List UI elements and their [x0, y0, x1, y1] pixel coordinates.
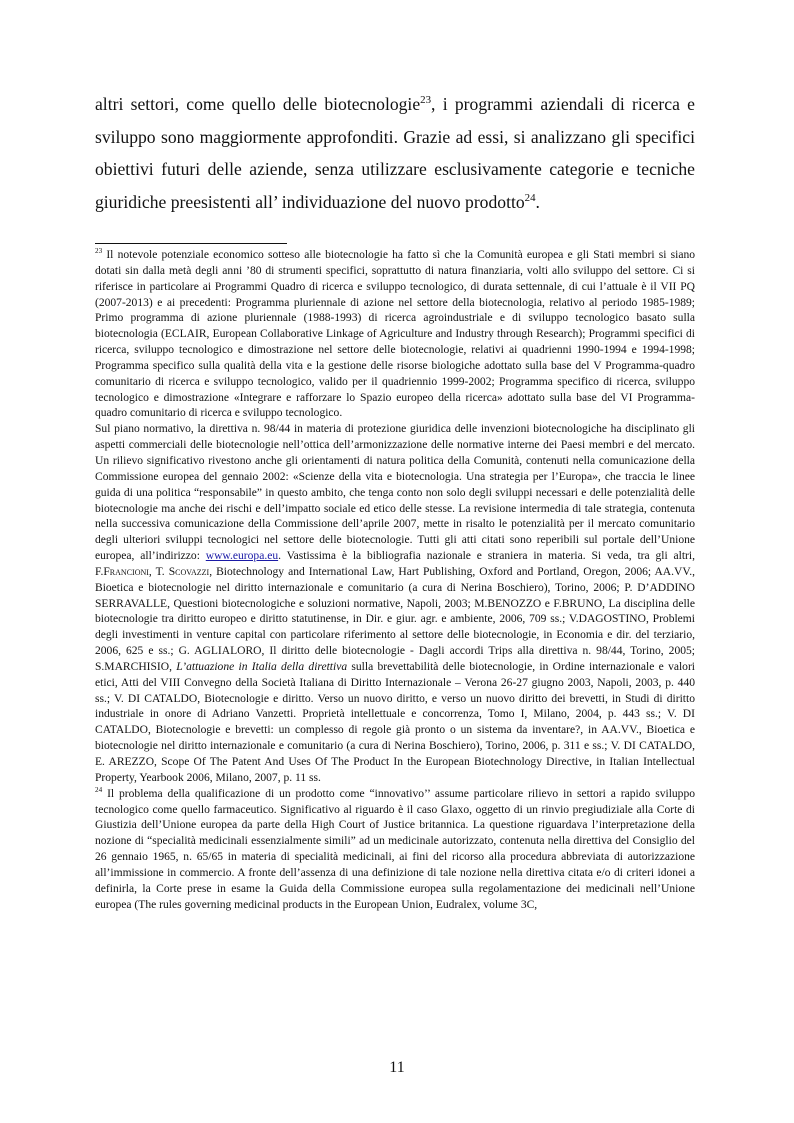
footnote-separator: [95, 243, 287, 244]
footnote-23: [95, 248, 695, 422]
italic-title: L’attuazione in Italia della direttiva: [176, 660, 348, 673]
body-paragraph: [95, 88, 695, 218]
body-text-part: altri settori, come quello delle biotecnologie: [95, 94, 421, 114]
footnote-text: Sul piano normativo, la direttiva n. 98/44 in materia di protezione giuridica delle invenzioni biotecnologiche ha disciplinato gli aspetti commerciali delle biotecnologie nell’ottica dell’armonizzazione delle normative interne dei Paesi membri e del mercato. Un rilievo significativo rivestono anche gli orientamenti di natura politica della Comunità, contenuti nella comunicazione della Commissione europea del gennaio 2002: «Scienze della vita e biotecnologia. Una strategia per l’Europa», che traccia le linee guida di una politica “responsabile” in questo ambito, che tenga conto non solo degli sviluppi necessari e delle potenzialità delle biotecnologie ma anche dei rischi e dell’impatto sociale ed etico delle stesse. La revisione intermedia di tale strategia, contenuta nella successiva comunicazione della Commissione dell’aprile 2007, mette in risalto le potenzialità per il mercato comunitario degli ulteriori sviluppi tecnologici nel settore delle biotecnologie. Tutti gli atti citati sono reperibili sul portale dell’Unione europea, all’indirizzo:: [95, 423, 695, 563]
footnote-text: sulla brevettabilità delle biotecnologie, in Ordine internazionale e valori etici, Atti del VIII Convegno della Società Italiana di Diritto Internazionale – Verona 26-27 giugno 2003, Napoli, 2003, p. 440 ss.; V. DI CATALDO, Biotecnologie e diritto. Verso un nuovo diritto, e verso un nuovo diritto dei brevetti, in Studi di diritto industriale in onore di Adriano Vanzetti. Proprietà intellettuale e concorrenza, Tomo I, Milano, 2004, p. 443 ss.; V. DI CATALDO, Biotecnologie e brevetti: un complesso di regole già pronto o un sistema da inventare?, in AA.VV., Bioetica e biotecnologie nel diritto internazionale e comunitario (a cura di Nerina Boschiero), Torino, 2006, p. 311 e ss.; V. DI CATALDO, E. AREZZO, Scope Of The Patent And Uses Of The Product In the European Biotechnology Directive, in Italian Intellectual Property, Yearbook 2006, Milano, 2007, p. 11 ss.: [95, 660, 695, 784]
footnote-number: 24: [95, 785, 103, 794]
footnote-text: Il notevole potenziale economico sotteso alle biotecnologie ha fatto sì che la Comunità europea e gli Stati membri si siano dotati sin dalla metà degli anni ’80 di strumenti specifici, soprattutto di natura finanziaria, volti allo sviluppo del settore. Ci si riferisce in particolare ai Programmi Quadro di ricerca e sviluppo tecnologico, di durata settennale, di cui l’attuale è il VII PQ (2007-2013) e ai precedenti: Programma pluriennale di azione nel settore della biotecnologia, relativo al periodo 1985-1989; Primo programma di azione pluriennale (1988-1993) di ricerca agroindustriale e di sviluppo tecnologico basato sulla biotecnologia (ECLAIR, European Collaborative Linkage of Agriculture and Industry through Research); Programmi specifici di ricerca, sviluppo tecnologico e dimostrazione nel settore delle biotecnologie, relativi ai quadrienni 1990-1994 e 1994-1998; Programma specifico sulla qualità della vita e la gestione delle risorse biologiche adottato sulla base del V Programma-quadro comunitario di ricerca e sviluppo tecnologico, valido per il quadriennio 1999-2002; Programma specifico di ricerca, sviluppo tecnologico e dimostrazione «Integrare e rafforzare lo Spazio europeo della ricerca» adottato sulla base del VI Programma-quadro comunitario di ricerca e sviluppo tecnologico.: [95, 249, 695, 420]
footnote-number: 23: [95, 247, 103, 256]
footnote-ref-23[interactable]: 23: [420, 94, 432, 107]
footnote-text: . Vastissima è la bibliografia nazionale e straniera in materia. Si veda, tra gli altri, F.: [95, 550, 695, 578]
footnote-text: Il problema della qualificazione di un prodotto come “innovativo’’ assume particolare rilievo in settori a rapido sviluppo tecnologico come quello farmaceutico. Significativo al riguardo è il caso Glaxo, oggetto di un rinvio pregiudiziale alla Corte di Giustizia dell’Unione europea da parte della High Court of Justice britannica. La questione riguardava l’interpretazione della nozione di “specialità medicinali essenzialmente simili” ad un medicinale autorizzato, contenuta nella direttiva del Consiglio del 26 gennaio 1965, n. 65/65 in materia di specialità medicinali, ai fini del ricorso alla procedura abbreviata di autorizzazione all’immissione in commercio. A fronte dell’assenza di una definizione di tale nozione nella direttiva citata e/o di criteri idonei a definirla, la Corte prese in esame la Guida della Commissione europea sulla regolamentazione dei medicinali nell’Unione europea (The rules governing medicinal products in the European Union, Eudralex, volume 3C,: [95, 787, 695, 911]
footnotes-section: [95, 248, 695, 913]
footnote-text: , Biotechnology and International Law, Hart Publishing, Oxford and Portland, Oregon, 2006; AA.VV., Bioetica e biotecnologie nel diritto internazionale e comunitario (a cura di Nerina Boschiero), Torino, 2006; P. D’ADDINO SERRAVALLE, Questioni biotecnologiche e soluzioni normative, Napoli, 2003; M.BENOZZO e F.BRUNO, La disciplina delle biotecnologie tra diritto europeo e diritto statutinense, in Dir. e giur. agr. e ambiente, 2006, 709 ss.; V.DAGOSTINO, Problemi degli investimenti in venture capital con particolare riferimento al settore delle biotecnologie, in Economia e dir. del terziario, 2006, 625 e ss.; G. AGLIALORO, Il diritto delle biotecnologie - Dagli accordi Trips alla direttiva n. 98/44, Torino, 2005; S.MARCHISIO,: [95, 565, 695, 673]
footnote-24: [95, 787, 695, 914]
europa-link[interactable]: www.europa.eu: [205, 550, 279, 563]
body-text-part: , i programmi aziendali di ricerca e sviluppo sono maggiormente approfonditi. Grazie ad essi, si analizzano gli specifici obiettivi futuri delle aziende, senza utilizzare esclusivamente categorie e tecniche giuridiche preesistenti all’ individuazione del nuovo prodotto: [95, 94, 695, 212]
footnote-text: , T.: [148, 565, 169, 578]
footnote-ref-24[interactable]: 24: [524, 191, 536, 204]
page-number: 11: [389, 1059, 405, 1076]
author-name: Francioni: [103, 565, 149, 578]
footnote-23-continued: [95, 422, 695, 786]
body-text-part: .: [535, 191, 540, 212]
author-name: Scovazzi: [168, 565, 210, 578]
